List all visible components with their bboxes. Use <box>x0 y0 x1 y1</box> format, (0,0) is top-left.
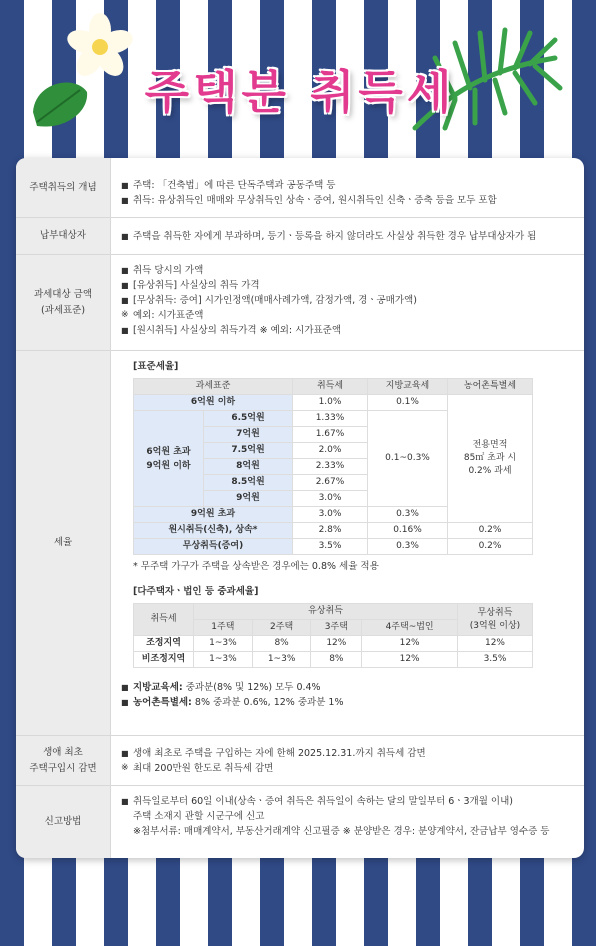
bullet-icon: ■ <box>121 232 129 241</box>
list-item: ■ [원시취득] 사실상의 취득가격 ※ 예외: 시가표준액 <box>121 325 342 336</box>
heavy-rate-table: 취득세 유상취득 무상취득 (3억원 이상) 1주택 2주택 3주택 4주택~법인 조정지역 1~3% 8% 12% 12% 12% 비조정지역 1~3% 1~3% 8% 12% 3.5% <box>133 603 533 668</box>
table-row: 9억원 3.0% <box>134 491 533 507</box>
bullet-icon: ■ <box>121 196 129 205</box>
concept-label: 주택취득의 개념 <box>16 158 111 217</box>
row-taxpayer <box>16 218 584 255</box>
table-row: 9억원 초과 3.0% 0.3% <box>134 507 533 523</box>
bullet-icon: ■ <box>121 683 129 692</box>
table-row: 7.5억원 2.0% <box>134 443 533 459</box>
content-panel <box>16 158 584 858</box>
bullet-icon: ■ <box>121 698 129 707</box>
list-item: ■ 주택: 「건축법」에 따른 단독주택과 공동주택 등 <box>121 180 336 191</box>
list-item: ■ 취득 당시의 가액 <box>121 265 204 276</box>
tax-rate-label: 세율 <box>16 351 111 735</box>
list-item: ■ [무상취득: 증여] 시가인정액(매매사례가액, 감정가액, 경ㆍ공매가액) <box>121 295 417 306</box>
table-row: 원시취득(신축), 상속* 2.8% 0.16% 0.2% <box>134 523 533 539</box>
standard-rate-table: 과세표준 취득세 지방교육세 농어촌특별세 6억원 이하 1.0% 0.1% 전용면적 85㎡ 초과 시 0.2% 과세 6억원 초과 9억원 이하 6.5억원 1.33% 0.1~0.3% 7억원 1.67% 7.5억원 2.0% 8억원 2.33% 8.5억원 2.67% 9억원 3.0% 9억원 초과 3.0% 0.3% 원시취득(신축), 상속* 2.8% 0.16% 0.2% 무상취득(증여) 3.5% 0.3% 0.2% <box>133 378 533 555</box>
row-tax-base <box>16 255 584 351</box>
list-item: ■ 주택을 취득한 자에게 부과하며, 등기ㆍ등록을 하지 않더라도 사실상 취득한 경우 납부대상자가 됨 <box>121 231 537 242</box>
table-row: 비조정지역 1~3% 1~3% 8% 12% 3.5% <box>134 652 533 668</box>
tax-base-label: 과세대상 금액 (과세표준) <box>16 255 111 350</box>
list-item: ■ 농어촌특별세: 8% 중과분 0.6%, 12% 중과분 1% <box>121 697 344 708</box>
list-item: ■ 지방교육세: 중과분(8% 및 12%) 모두 0.4% <box>121 682 321 693</box>
list-item: ※ 최대 200만원 한도로 취득세 감면 <box>121 763 274 774</box>
bullet-icon: ■ <box>121 749 129 758</box>
row-report: 신고방법 ■ 취득일로부터 60일 이내(상속ㆍ증여 취득은 취득일이 속하는 달의 말일부터 6ㆍ3개월 이내) 주택 소재지 관할 시군구에 신고 ※첨부서류: 매매계약서, 부동산거래계약 신고필증 ※ 분양받은 경우: 분양계약서, 잔금납부 영수증 등 <box>16 786 584 858</box>
list-item: ■ [유상취득] 사실상의 취득 가격 <box>121 280 260 291</box>
row-concept <box>16 158 584 218</box>
note-mark-icon: ※ <box>121 310 129 320</box>
bullet-icon: ■ <box>121 296 129 305</box>
bullet-icon: ■ <box>121 266 129 275</box>
row-tax-rate <box>16 351 584 736</box>
list-item: ■ 취득: 유상취득인 매매와 무상취득인 상속ㆍ증여, 원시취득인 신축ㆍ증축 등을 모두 포함 <box>121 195 497 206</box>
table-row: 8.5억원 2.67% <box>134 475 533 491</box>
row-first-home <box>16 736 584 786</box>
table-row: 조정지역 1~3% 8% 12% 12% 12% <box>134 636 533 652</box>
list-item: ※ 예외: 시가표준액 <box>121 310 204 321</box>
bullet-icon: ■ <box>121 326 129 335</box>
bullet-icon: ■ <box>121 797 129 806</box>
heavy-rate-title: [다주택자ㆍ법인 등 중과세율] <box>133 586 259 597</box>
table-row: 8억원 2.33% <box>134 459 533 475</box>
bullet-icon: ■ <box>121 281 129 290</box>
note-mark-icon: ※ <box>121 763 129 773</box>
list-item: ■ 취득일로부터 60일 이내(상속ㆍ증여 취득은 취득일이 속하는 달의 말일부터 6ㆍ3개월 이내) <box>121 796 513 807</box>
table-row: 6억원 이하 1.0% 0.1% 전용면적 85㎡ 초과 시 0.2% 과세 <box>134 395 533 411</box>
page-title: 주택분 취득세 <box>144 65 456 119</box>
standard-rate-note: * 무주택 가구가 주택을 상속받은 경우에는 0.8% 세율 적용 <box>133 561 379 572</box>
table-row: 6억원 초과 9억원 이하 6.5억원 1.33% 0.1~0.3% <box>134 411 533 427</box>
table-row: 무상취득(증여) 3.5% 0.3% 0.2% <box>134 539 533 555</box>
standard-rate-title: [표준세율] <box>133 361 179 372</box>
report-label: 신고방법 <box>16 786 111 858</box>
first-home-label: 생애 최초 주택구입시 감면 <box>16 736 111 785</box>
list-item: ■ 생애 최초로 주택을 구입하는 자에 한해 2025.12.31.까지 취득세 감면 <box>121 748 426 759</box>
taxpayer-label: 납부대상자 <box>16 218 111 254</box>
bullet-icon: ■ <box>121 181 129 190</box>
table-row: 7억원 1.67% <box>134 427 533 443</box>
